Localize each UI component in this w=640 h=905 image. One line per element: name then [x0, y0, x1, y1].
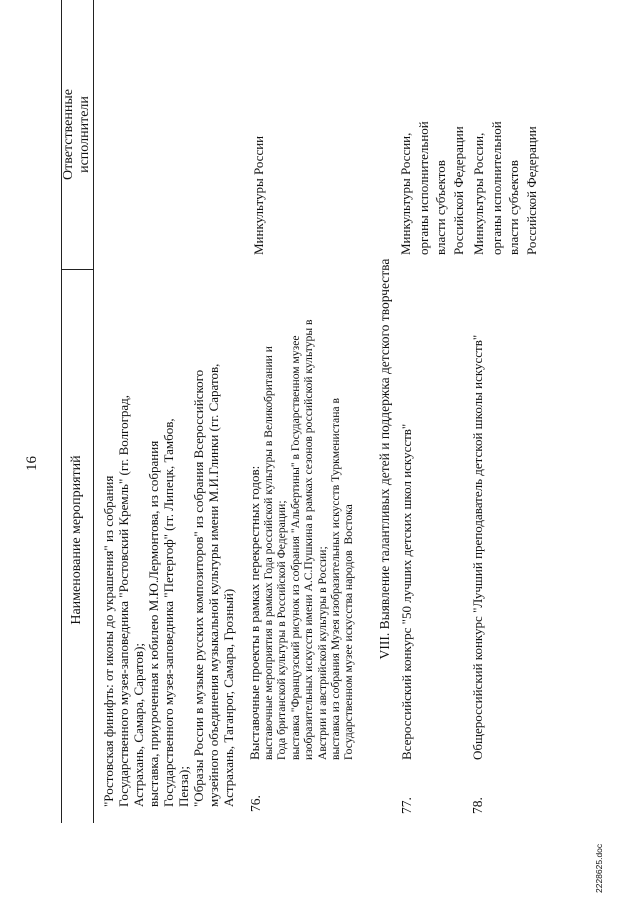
header-column-divider [61, 269, 93, 270]
row-responsible: Минкультуры России, органы исполнительной власти субъектов Российской Федерации [471, 121, 539, 255]
header-responsible: Ответственные исполнители [61, 89, 92, 180]
header-separator [93, 0, 94, 823]
header-name: Наименование мероприятий [69, 455, 84, 625]
page-number: 16 [24, 456, 40, 471]
row-text-intro: Выставочные проекты в рамках перекрестных годов: [247, 465, 262, 760]
document-id: 2228625.doc [594, 843, 604, 893]
row-responsible: Минкультуры России, органы исполнительной власти субъектов Российской Федерации [398, 121, 466, 255]
row-number: 76. [248, 795, 263, 812]
row-text: Всероссийский конкурс "50 лучших детских школ искусств" [399, 423, 414, 760]
row-text: Общероссийский конкурс "Лучший преподаватель детской школы искусств" [470, 334, 485, 760]
section-heading: VIII. Выявление талантливых детей и поддержка детского творчества [377, 258, 392, 660]
row-text-body: выставочные мероприятия в рамках Года российской культуры в Великобритании и Года британской культуры в Российской Федерации; выставка "Французский рисунок из собрания "Альбертины" в Государственном музее изобразительных искусств имени А.С.Пушкина в рамках сезонов российской культуры в Австрии и австрийской культуры в России; выставка из собрания Музея изобразительных искусств Туркменистана в Государственном музее искусства народов Востока [262, 319, 356, 760]
row-number: 78. [470, 797, 485, 814]
continuation-text: "Ростовская финифть: от иконы до украшения" из собрания Государственного музея-заповедника "Ростовский Кремль" (гг. Волгоград, Астрахань, Самара, Саратов); выставка, приуроченная к юбилею М.Ю.Лермонтова, из собрания Государственного музея-заповедника "Петергоф" (гг. Липецк, Тамбов, Пенза); "Образы России в музыке русских композиторов" из собрания Всероссийского музейного объединения музыкальной культуры имени М.И.Глинки (гг. Саратов, Астрахань, Таганрог, Самара, Грозный) [101, 363, 236, 807]
row-responsible: Минкультуры России [251, 135, 266, 255]
row-number: 77. [399, 797, 414, 814]
